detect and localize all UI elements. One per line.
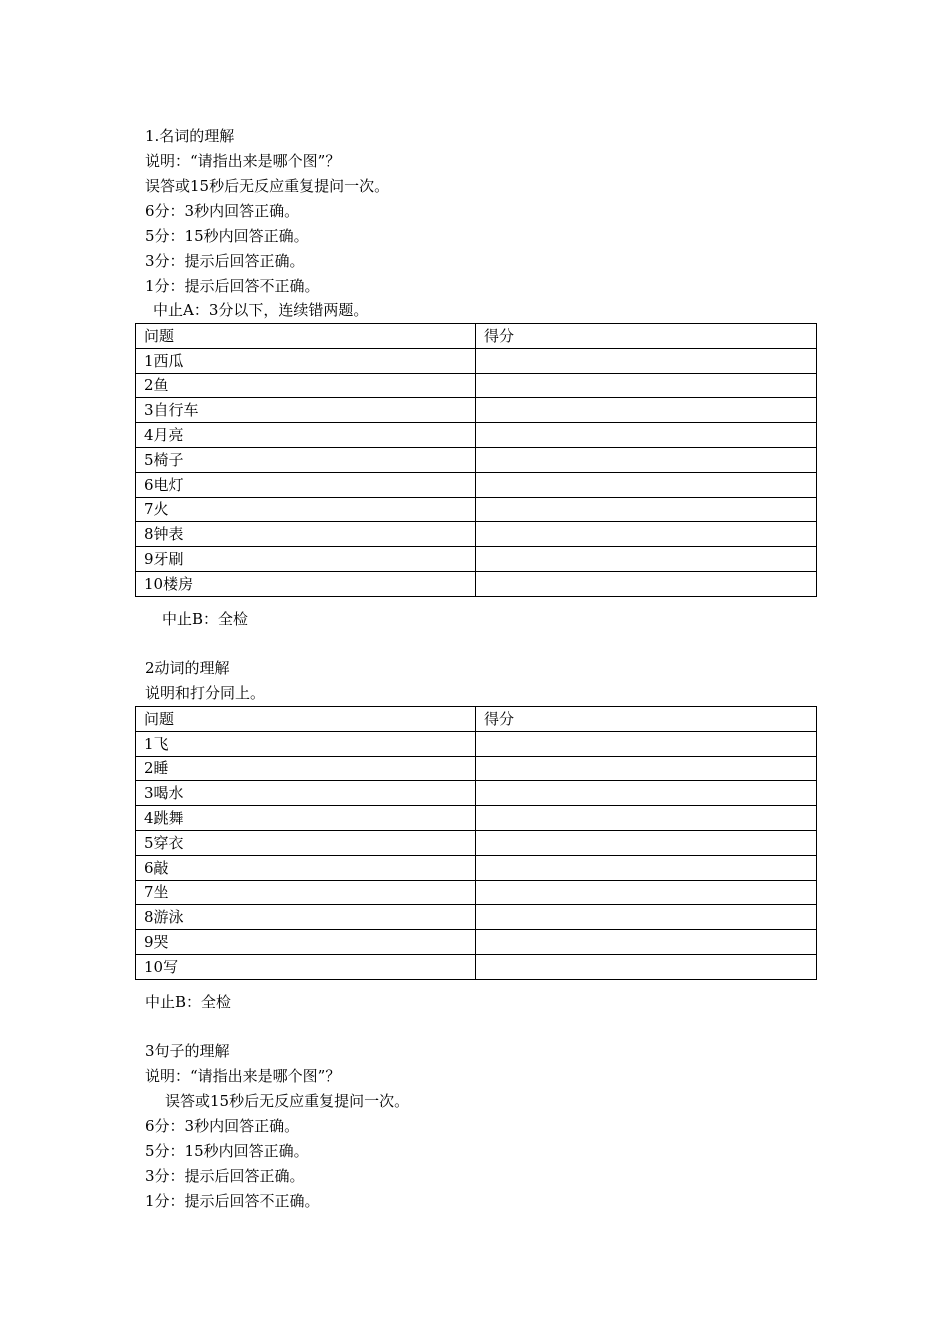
section1-score-table [135,323,817,597]
score-cell[interactable] [476,806,817,831]
table-row [136,756,817,781]
section1-stop-a: 中止A：3分以下，连续错两题。 [153,301,369,319]
question-cell: 4月亮 [136,423,476,448]
question-cell: 4跳舞 [136,806,476,831]
section3-repeat-rule: 误答或15秒后无反应重复提问一次。 [165,1092,410,1110]
header-question: 问题 [136,324,476,349]
section1-score-1: 1分：提示后回答不正确。 [145,277,320,295]
score-cell[interactable] [476,830,817,855]
score-cell[interactable] [476,398,817,423]
score-cell[interactable] [476,423,817,448]
section3-score-3: 3分：提示后回答正确。 [145,1167,305,1185]
score-cell[interactable] [476,880,817,905]
score-cell[interactable] [476,781,817,806]
table-row [136,855,817,880]
table-row [136,571,817,596]
section1-score-6: 6分：3秒内回答正确。 [145,202,300,220]
table-row [136,547,817,572]
table-row [136,880,817,905]
table-row [136,472,817,497]
score-cell[interactable] [476,497,817,522]
question-cell: 9牙刷 [136,547,476,572]
question-cell: 7火 [136,497,476,522]
section2-score-table [135,706,817,980]
score-cell[interactable] [476,522,817,547]
question-cell: 8游泳 [136,905,476,930]
question-cell: 5穿衣 [136,830,476,855]
table-row [136,930,817,955]
header-score: 得分 [476,324,817,349]
score-cell[interactable] [476,547,817,572]
table-row [136,806,817,831]
table-header-row [136,707,817,732]
section1-score-3: 3分：提示后回答正确。 [145,252,305,270]
question-cell: 1西瓜 [136,348,476,373]
question-cell: 6电灯 [136,472,476,497]
question-cell: 2睡 [136,756,476,781]
section1-title: 1.名词的理解 [145,127,235,145]
table-row [136,905,817,930]
question-cell: 8钟表 [136,522,476,547]
section3-title: 3句子的理解 [145,1042,230,1060]
score-cell[interactable] [476,756,817,781]
question-cell: 3喝水 [136,781,476,806]
table-header-row [136,324,817,349]
section1-instruction: 说明：“请指出来是哪个图”？ [145,152,341,170]
section2-stop-b: 中止B：全检 [145,993,232,1011]
table-row [136,447,817,472]
score-cell[interactable] [476,905,817,930]
score-cell[interactable] [476,571,817,596]
section1-repeat-rule: 误答或15秒后无反应重复提问一次。 [145,177,390,195]
section3-score-5: 5分：15秒内回答正确。 [145,1142,309,1160]
section1-score-5: 5分：15秒内回答正确。 [145,227,309,245]
score-cell[interactable] [476,472,817,497]
score-cell[interactable] [476,447,817,472]
score-cell[interactable] [476,954,817,979]
question-cell: 5椅子 [136,447,476,472]
table-row [136,731,817,756]
header-score: 得分 [476,707,817,732]
question-cell: 7坐 [136,880,476,905]
section1-stop-b: 中止B：全检 [162,610,249,628]
score-cell[interactable] [476,731,817,756]
question-cell: 10楼房 [136,571,476,596]
table-row [136,522,817,547]
question-cell: 2鱼 [136,373,476,398]
table-row [136,348,817,373]
section3-instruction: 说明：“请指出来是哪个图”？ [145,1067,341,1085]
header-question: 问题 [136,707,476,732]
question-cell: 9哭 [136,930,476,955]
table-row [136,497,817,522]
section2-note: 说明和打分同上。 [145,684,266,702]
score-cell[interactable] [476,348,817,373]
section2-title: 2动词的理解 [145,659,230,677]
section3-score-1: 1分：提示后回答不正确。 [145,1192,320,1210]
table-row [136,423,817,448]
question-cell: 3自行车 [136,398,476,423]
table-row [136,830,817,855]
table-row [136,373,817,398]
question-cell: 6敲 [136,855,476,880]
table-row [136,781,817,806]
score-cell[interactable] [476,930,817,955]
section3-score-6: 6分：3秒内回答正确。 [145,1117,300,1135]
question-cell: 10写 [136,954,476,979]
question-cell: 1飞 [136,731,476,756]
score-cell[interactable] [476,855,817,880]
score-cell[interactable] [476,373,817,398]
table-row [136,954,817,979]
table-row [136,398,817,423]
